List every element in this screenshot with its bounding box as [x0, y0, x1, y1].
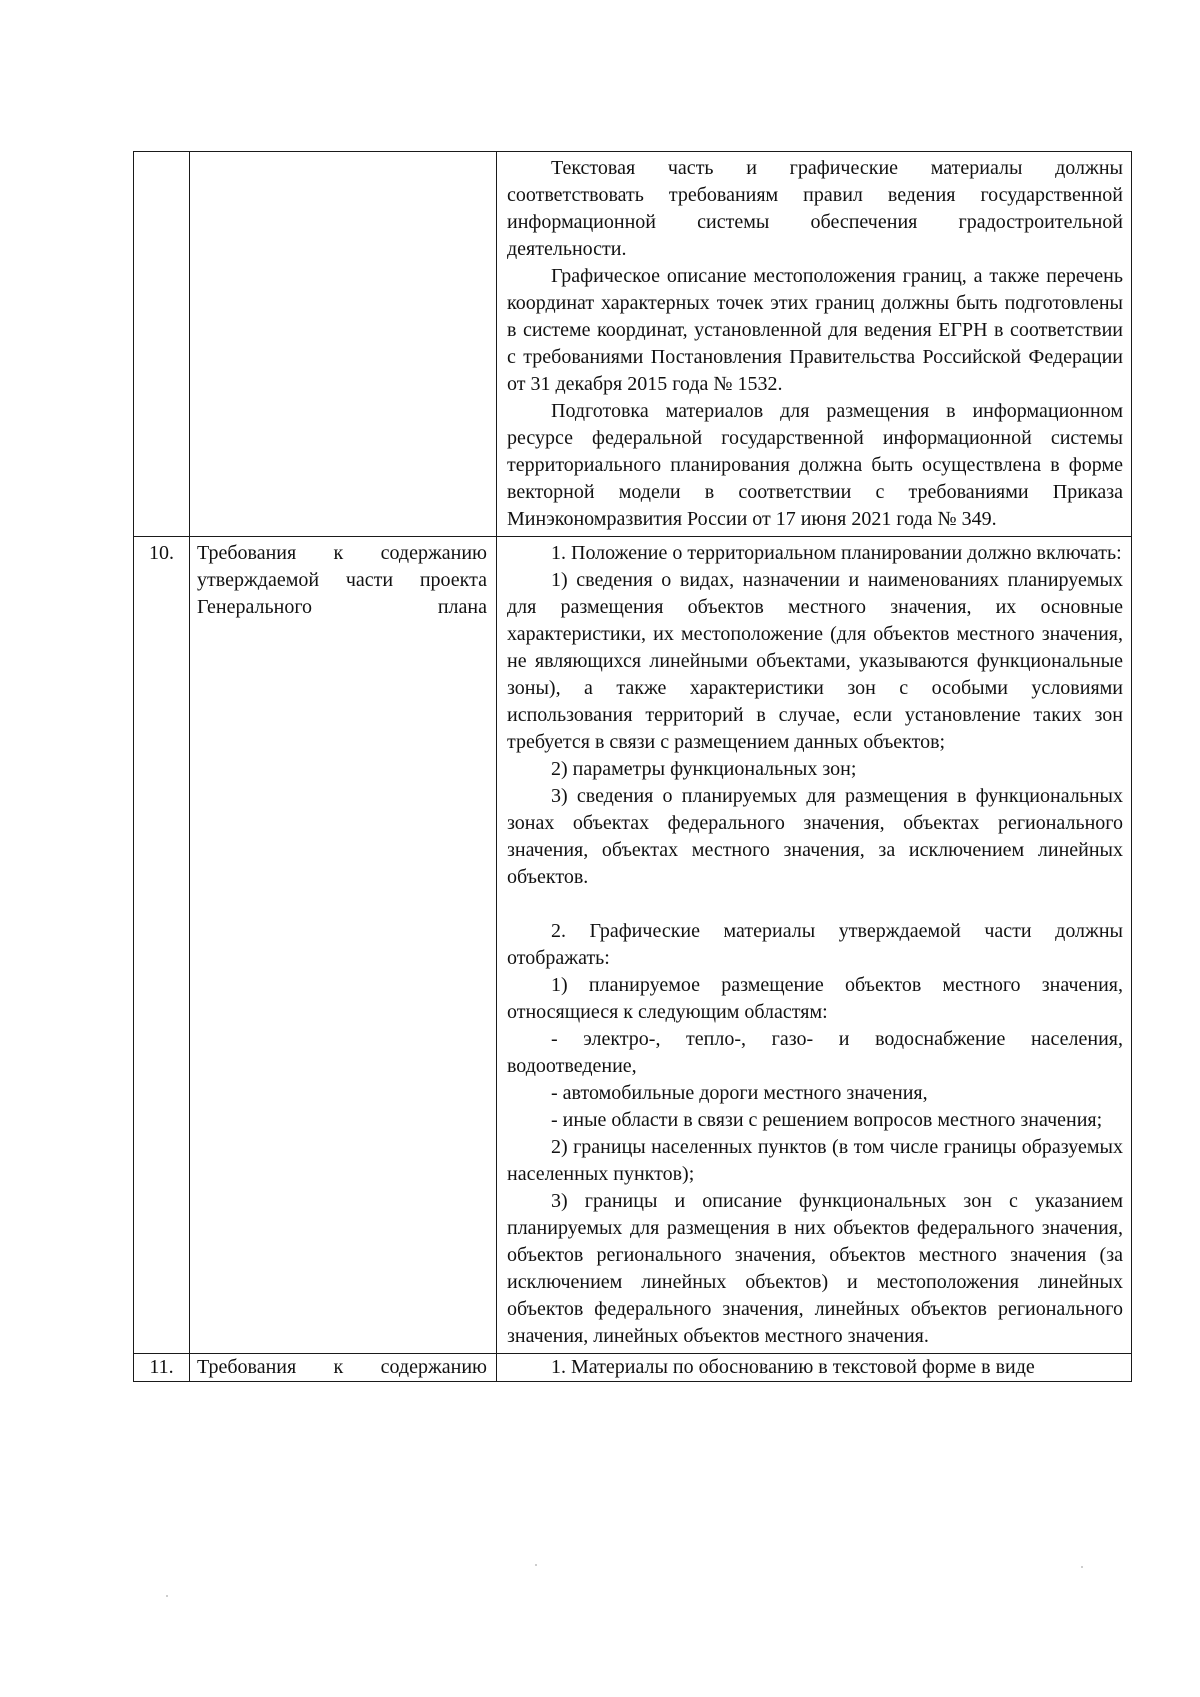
requirement-name: Требования к содержанию утверждаемой части проекта Генерального плана — [190, 537, 497, 1354]
row-number: 10. — [134, 537, 190, 1354]
paragraph: Подготовка материалов для размещения в информационном ресурсе федеральной государственной информационной системы территориального планирования должна быть осуществлена в форме векторной модели в соответствии с требованиями Приказа Минэкономразвития России от 17 июня 2021 года № 349. — [507, 400, 1123, 530]
requirement-text — [497, 537, 1132, 1354]
requirement-name — [190, 1354, 497, 1382]
paragraph: 2. Графические материалы утверждаемой части должны отображать: — [507, 920, 1123, 969]
table-row — [134, 152, 1132, 537]
requirement-name — [190, 152, 497, 537]
scan-speck — [1081, 1566, 1083, 1568]
paragraph: Текстовая часть и графические материалы должны соответствовать требованиям правил ведения государственной информационной системы обеспечения градостроительной деятельности. — [507, 157, 1123, 260]
scan-speck — [535, 1564, 537, 1566]
requirement-text — [497, 152, 1132, 537]
paragraph: - иные области в связи с решением вопросов местного значения; — [551, 1109, 1103, 1131]
row-number: 11. — [134, 1354, 190, 1382]
requirement-name-text: Требования к содержанию — [197, 1356, 487, 1378]
paragraph: 1) планируемое размещение объектов местного значения, относящиеся к следующим областям: — [507, 974, 1123, 1023]
scan-speck — [166, 1595, 168, 1597]
paragraph: 1) сведения о видах, назначении и наименованиях планируемых для размещения объектов местного значения, их основные характеристики, их местоположение (для объектов местного значения, не являющихся линейными объектами, указываются функциональные зоны), а также характеристики зон с особыми условиями использования территорий в случае, если установление таких зон требуется в связи с размещением данных объектов; — [507, 569, 1123, 753]
paragraph: 1. Положение о территориальном планировании должно включать: — [551, 542, 1122, 564]
paragraph: 2) границы населенных пунктов (в том числе границы образуемых населенных пунктов); — [507, 1136, 1123, 1185]
paragraph: 3) границы и описание функциональных зон с указанием планируемых для размещения в них объектов федерального значения, объектов регионального значения, объектов местного значения (за исключением линейных объектов) и местоположения линейных объектов федерального значения, линейных объектов регионального значения, линейных объектов местного значения. — [507, 1190, 1123, 1347]
paragraph: Графическое описание местоположения границ, а также перечень координат характерных точек этих границ должны быть подготовлены в системе координат, установленной для ведения ЕГРН в соответствии с требованиями Постановления Правительства Российской Федерации от 31 декабря 2015 года № 1532. — [507, 265, 1123, 395]
requirements-table — [133, 151, 1132, 1382]
paragraph: 3) сведения о планируемых для размещения в функциональных зонах объектах федерального значения, объектах регионального значения, объектах местного значения, за исключением линейных объектов. — [507, 785, 1123, 888]
row-number — [134, 152, 190, 537]
paragraph: - электро-, тепло-, газо- и водоснабжение населения, водоотведение, — [507, 1028, 1123, 1077]
table-row — [134, 1354, 1132, 1382]
requirement-text — [497, 1354, 1132, 1382]
paragraph: 2) параметры функциональных зон; — [551, 758, 857, 780]
table-row — [134, 537, 1132, 1354]
paragraph: - автомобильные дороги местного значения, — [551, 1082, 928, 1104]
paragraph: 1. Материалы по обоснованию в текстовой форме в виде — [551, 1356, 1035, 1378]
